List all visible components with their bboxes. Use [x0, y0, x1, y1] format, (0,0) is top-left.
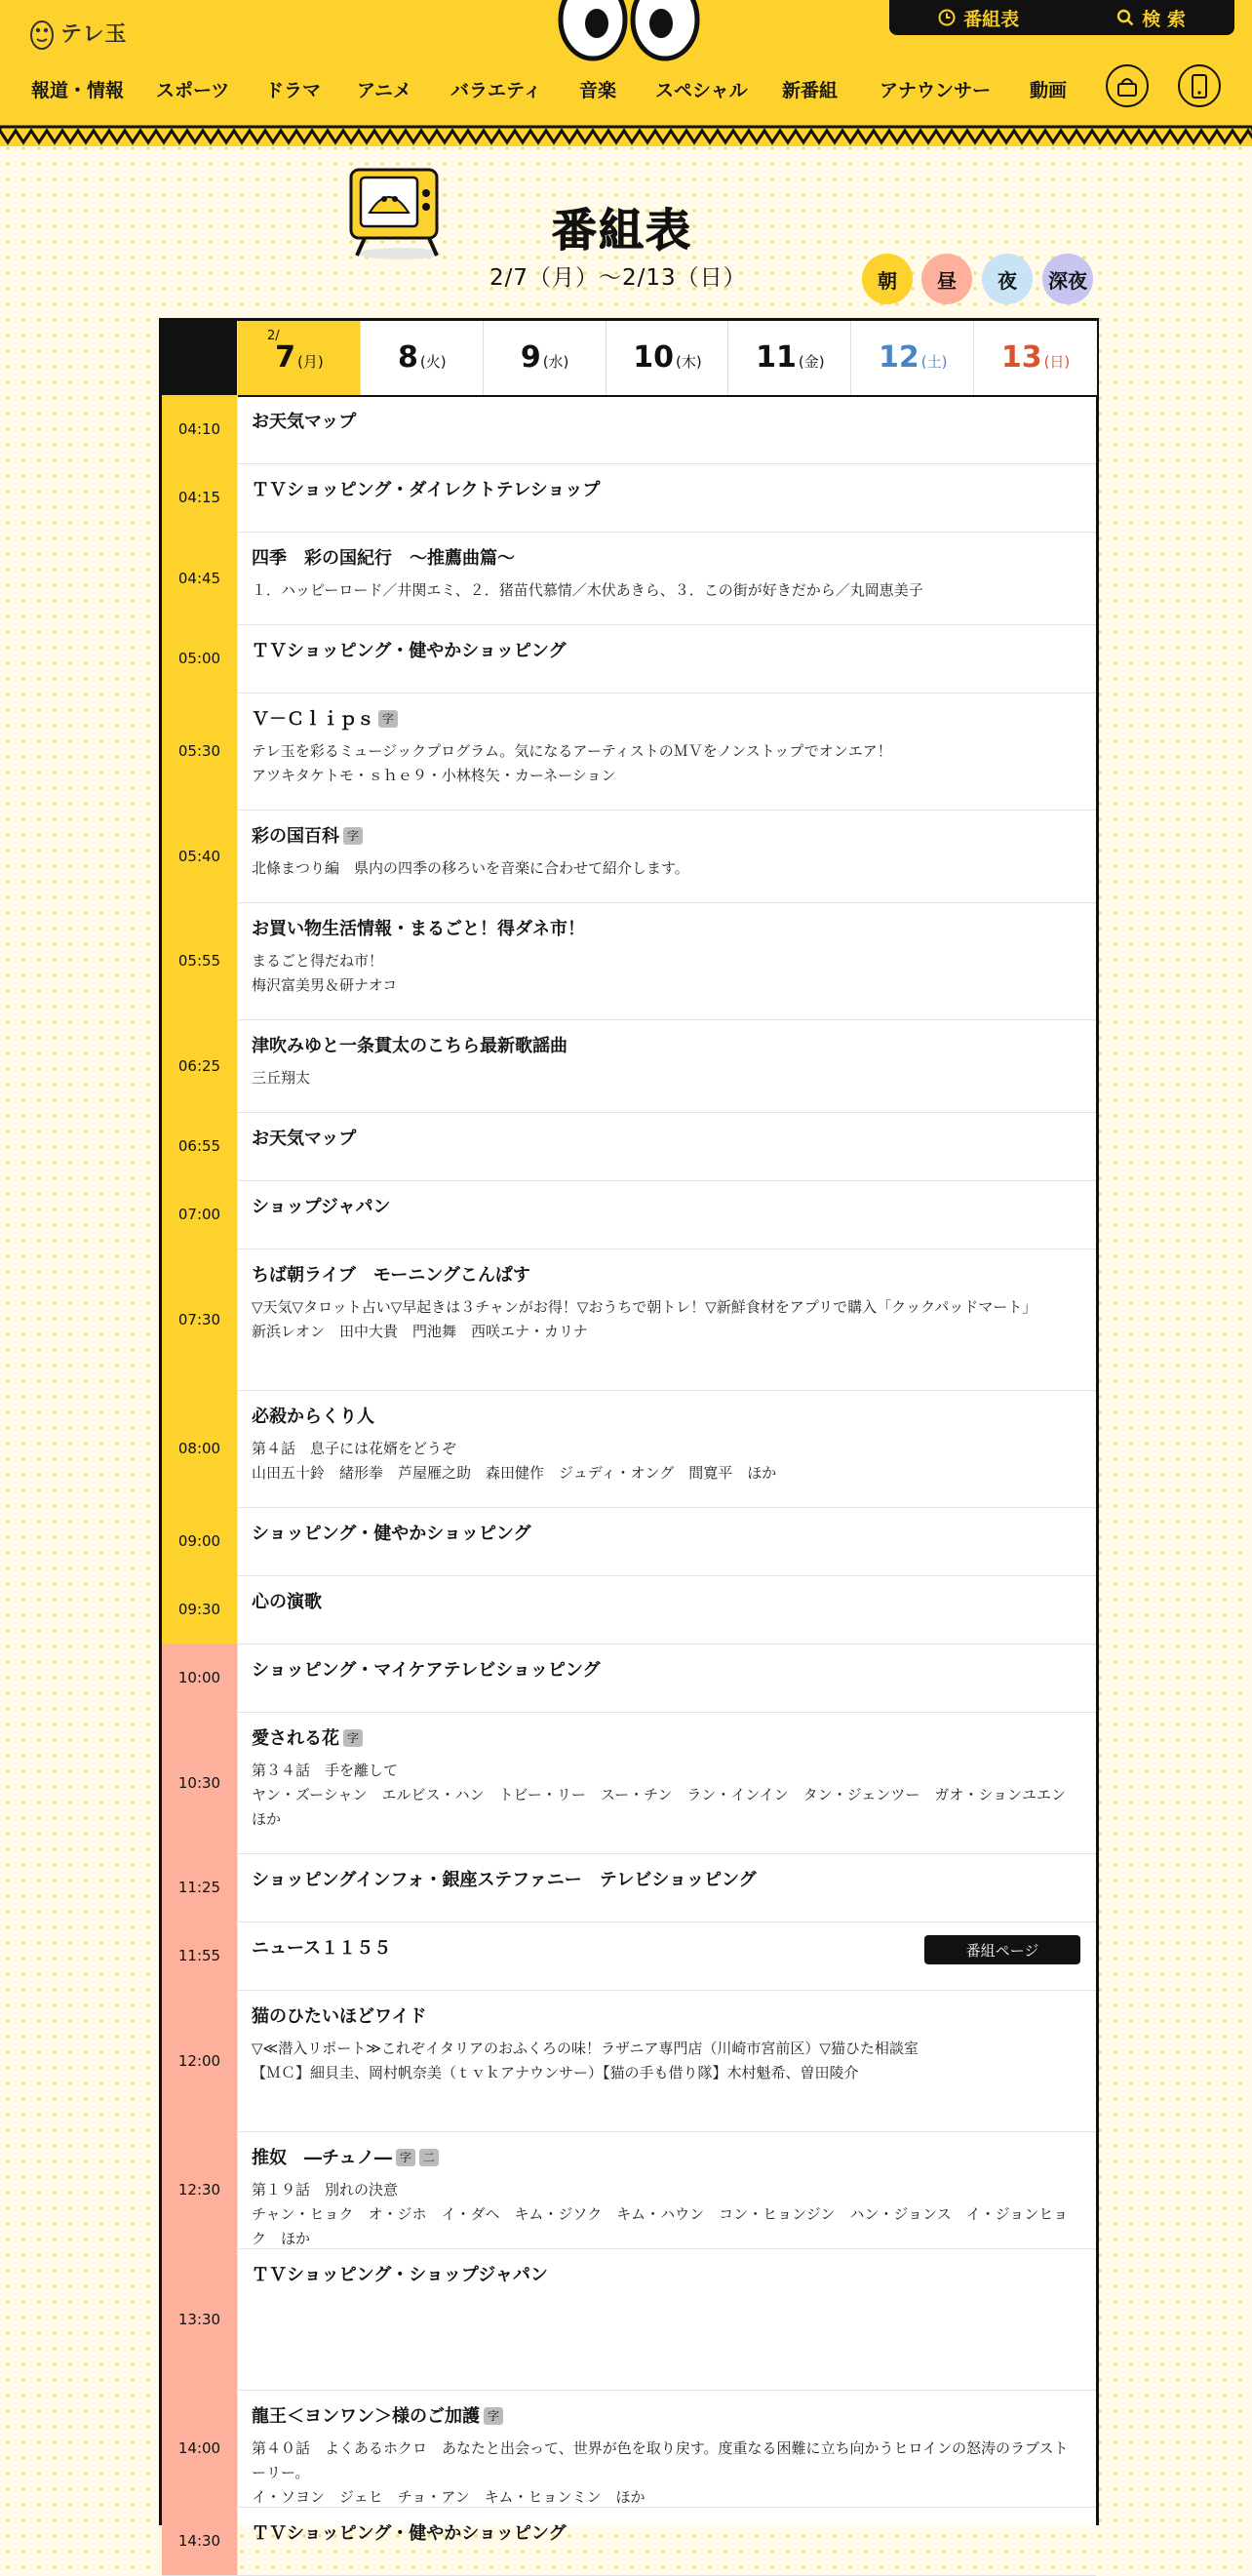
program-content — [252, 1591, 1078, 1614]
nav-video[interactable]: 動画 — [1030, 80, 1068, 101]
program-time: 05:40 — [162, 810, 238, 902]
date-range: 2/7（月）〜2/13（日） — [489, 265, 747, 291]
program-title: 猫のひたいほどワイド — [252, 2006, 427, 2027]
day-tab[interactable] — [237, 321, 361, 395]
program-title: 津吹みゆと一条貫太のこちら最新歌謡曲 — [252, 1036, 567, 1056]
program-row — [162, 2248, 1096, 2391]
program-row — [162, 2131, 1096, 2249]
program-title-line[interactable] — [252, 825, 1078, 849]
program-content — [252, 2005, 1078, 2085]
day-tab[interactable] — [973, 321, 1097, 395]
program-row — [162, 1507, 1096, 1576]
day-tabs — [162, 321, 1096, 397]
program-description-line: まるごと得だね市！ — [252, 952, 384, 970]
site-header — [0, 0, 1252, 146]
program-content — [252, 1406, 1078, 1486]
program-time: 04:10 — [162, 395, 238, 463]
program-time: 06:55 — [162, 1112, 238, 1180]
program-description — [252, 578, 1078, 603]
program-time: 05:30 — [162, 693, 238, 810]
day-label — [728, 340, 851, 375]
clock-icon — [938, 9, 956, 26]
program-row — [162, 902, 1096, 1020]
program-title-line[interactable] — [252, 708, 1078, 732]
program-row — [162, 1180, 1096, 1249]
teletama-shop-badge-icon[interactable] — [1106, 64, 1149, 107]
program-description-line: テレ玉を彩るミュージックプログラム。気になるアーティストのＭＶをノンストップでオンエア！ — [252, 742, 892, 760]
nav-new-programs[interactable]: 新番組 — [782, 80, 839, 101]
program-time: 12:30 — [162, 2131, 238, 2248]
day-number: 8 — [397, 340, 418, 375]
program-time: 11:25 — [162, 1853, 238, 1922]
program-title-line[interactable] — [252, 918, 1078, 941]
program-description-line: 第１９話 別れの決意 — [252, 2181, 399, 2199]
program-title-line[interactable] — [252, 479, 1078, 502]
program-description-line: 梅沢富美男＆研ナオコ — [252, 976, 398, 994]
program-title: 四季 彩の国紀行 ～推薦曲篇～ — [252, 548, 515, 569]
program-title-line[interactable] — [252, 1523, 1078, 1546]
program-title: ショッピングインフォ・銀座ステファニー テレビショッピング — [252, 1870, 757, 1890]
tv-mascot-icon — [343, 164, 450, 261]
day-weekday: (水) — [542, 353, 569, 371]
program-title-line[interactable] — [252, 1591, 1078, 1614]
program-title: 彩の国百科 — [252, 826, 339, 847]
program-title: お天気マップ — [252, 412, 357, 432]
program-tag: 字 — [484, 2407, 503, 2425]
program-title: ＴＶショッピング・ショップジャパン — [252, 2265, 548, 2285]
program-title-line[interactable] — [252, 1869, 1078, 1892]
day-weekday: (日) — [1043, 353, 1071, 371]
program-time: 05:00 — [162, 624, 238, 693]
program-content — [252, 1128, 1078, 1151]
day-label — [238, 340, 361, 375]
program-row — [162, 1390, 1096, 1508]
program-tag: 字 — [343, 827, 363, 845]
day-number: 9 — [520, 340, 541, 375]
logo-text: テレ玉 — [60, 21, 128, 47]
main-nav — [0, 70, 1252, 109]
program-description-line: 新浜レオン 田中大貴 門池舞 西咲エナ・カリナ — [252, 1323, 588, 1340]
program-content — [252, 1727, 1081, 1832]
program-description — [252, 2178, 1078, 2251]
program-content — [252, 2264, 1078, 2287]
day-label — [974, 340, 1097, 375]
day-tab[interactable] — [606, 321, 729, 395]
program-title: ＴＶショッピング・健やかショッピング — [252, 2523, 567, 2544]
program-time: 10:00 — [162, 1644, 238, 1712]
day-number: 12 — [878, 340, 919, 375]
program-title: 必殺からくり人 — [252, 1407, 374, 1427]
nav-news[interactable]: 報道・情報 — [31, 80, 125, 101]
program-title-line[interactable] — [252, 547, 1078, 571]
day-tab[interactable] — [483, 321, 606, 395]
search-link[interactable] — [1116, 5, 1186, 31]
program-description-line: 第３４話 手を離して — [252, 1762, 399, 1779]
program-row — [162, 693, 1096, 811]
program-content — [252, 2405, 1078, 2510]
program-title-line[interactable] — [252, 1196, 1078, 1219]
nav-drama[interactable]: ドラマ — [265, 80, 322, 101]
program-time: 05:55 — [162, 902, 238, 1019]
program-description — [252, 1295, 1078, 1344]
day-label — [851, 340, 974, 375]
program-time: 10:30 — [162, 1712, 238, 1853]
program-title-line[interactable] — [252, 640, 1078, 663]
program-description — [252, 739, 1078, 788]
program-title-line[interactable] — [252, 2264, 1078, 2287]
search-link-label: 検 索 — [1142, 8, 1186, 30]
program-content — [252, 1196, 1078, 1219]
program-title: ニュース１１５５ — [252, 1938, 392, 1959]
program-description — [252, 1066, 1078, 1090]
program-content — [252, 411, 1078, 434]
program-schedule — [159, 318, 1099, 2550]
program-tag: 字 — [343, 1729, 363, 1747]
program-content — [252, 918, 1078, 998]
program-time: 04:45 — [162, 532, 238, 624]
program-description-line: １．ハッピーロード／井関エミ、２．猪苗代慕情／木伏あきら、３．この街が好きだから／丸岡恵美子 — [252, 581, 923, 599]
period-noon-button[interactable]: 昼 — [921, 254, 972, 304]
program-title: ショップジャパン — [252, 1197, 391, 1217]
program-row — [162, 1922, 1096, 1991]
program-time: 07:00 — [162, 1180, 238, 1248]
page-title: 番組表 — [552, 204, 692, 257]
program-row — [162, 532, 1096, 625]
header-zigzag-edge — [0, 127, 1252, 150]
nav-music[interactable]: 音楽 — [579, 80, 617, 101]
program-content — [252, 1035, 1078, 1090]
program-row — [162, 1112, 1096, 1181]
day-weekday: (土) — [920, 353, 948, 371]
nav-special[interactable]: スペシャル — [655, 80, 748, 101]
program-tag: 字 — [396, 2149, 415, 2166]
program-title-line[interactable] — [252, 2405, 1078, 2429]
program-content — [252, 547, 1078, 603]
program-title: お天気マップ — [252, 1129, 357, 1149]
program-title: ＴＶショッピング・ダイレクトテレショップ — [252, 480, 601, 500]
day-number: 10 — [633, 340, 674, 375]
program-content — [252, 2147, 1078, 2251]
program-row — [162, 1644, 1096, 1713]
program-content — [252, 2522, 1078, 2546]
program-content — [252, 708, 1078, 788]
program-title-line[interactable] — [252, 2522, 1078, 2546]
program-description — [252, 1759, 1081, 1832]
day-number: 11 — [756, 340, 797, 375]
program-description-line: 【ＭＣ】細貝圭、岡村帆奈美（ｔｖｋアナウンサー）【猫の手も借り隊】木村魁希、曽田陵介 — [252, 2064, 859, 2081]
program-row — [162, 463, 1096, 533]
mascot-logo-icon — [29, 14, 55, 51]
program-title: 愛される花 — [252, 1728, 339, 1749]
program-description-line: 三丘翔太 — [252, 1069, 311, 1087]
program-row — [162, 1853, 1096, 1922]
program-content — [252, 1264, 1078, 1344]
program-description-line: 北條まつり編 県内の四季の移ろいを音楽に合わせて紹介します。 — [252, 859, 689, 877]
program-title-line[interactable] — [252, 2147, 1078, 2170]
program-row — [162, 810, 1096, 903]
program-row — [162, 1575, 1096, 1645]
day-label — [606, 340, 729, 375]
day-weekday: (金) — [798, 353, 825, 371]
program-row — [162, 2507, 1096, 2576]
program-time: 09:00 — [162, 1507, 238, 1575]
program-time: 12:00 — [162, 1990, 238, 2131]
schedule-link[interactable] — [938, 5, 1019, 31]
program-tag: 二 — [419, 2149, 439, 2166]
program-title: ＴＶショッピング・健やかショッピング — [252, 641, 567, 661]
program-title-line[interactable] — [252, 411, 1078, 434]
program-content — [252, 1523, 1078, 1546]
program-title: ショッピング・マイケアテレビショッピング — [252, 1660, 601, 1681]
day-tab[interactable] — [850, 321, 974, 395]
program-description — [252, 1437, 1078, 1486]
mascot-eyes-icon — [556, 0, 702, 62]
program-row — [162, 395, 1096, 464]
program-row — [162, 1019, 1096, 1113]
day-tab[interactable] — [360, 321, 484, 395]
program-title-line[interactable] — [252, 1128, 1078, 1151]
program-time: 04:15 — [162, 463, 238, 532]
day-number: 7 — [275, 340, 295, 375]
program-content — [252, 1659, 1078, 1683]
nav-sports[interactable]: スポーツ — [156, 80, 230, 101]
program-title-line[interactable] — [252, 2005, 1078, 2029]
day-weekday: (木) — [676, 353, 702, 371]
program-row — [162, 624, 1096, 694]
nav-anime[interactable]: アニメ — [357, 80, 412, 101]
period-morning-button[interactable]: 朝 — [862, 254, 913, 304]
program-description-line: 第４話 息子には花婿をどうぞ — [252, 1440, 457, 1457]
schedule-link-label: 番組表 — [963, 8, 1020, 30]
program-title: 龍王＜ヨンワン＞様のご加護 — [252, 2406, 480, 2427]
program-time: 06:25 — [162, 1019, 238, 1112]
day-label — [484, 340, 606, 375]
program-content — [252, 640, 1078, 663]
day-tab[interactable] — [727, 321, 851, 395]
program-time: 14:00 — [162, 2390, 238, 2507]
program-time: 09:30 — [162, 1575, 238, 1644]
program-content — [252, 1869, 1078, 1892]
program-title: Ｖ－Ｃｌｉｐｓ — [252, 709, 374, 730]
program-title: ちば朝ライブ モーニングこんぱす — [252, 1265, 530, 1286]
program-content — [252, 479, 1078, 502]
program-title: 推奴 ―チュノ― — [252, 2148, 392, 2168]
program-time: 11:55 — [162, 1922, 238, 1990]
program-title-line[interactable] — [252, 1727, 1078, 1751]
program-page-button[interactable]: 番組ページ — [924, 1935, 1080, 1964]
program-title-line[interactable] — [252, 1035, 1078, 1058]
program-description-line: 第４０話 よくあるホクロ あなたと出会って、世界が色を取り戻す。度重なる困難に立ち向かうヒロインの怒涛のラブストーリー。 — [252, 2439, 1069, 2481]
program-description — [252, 949, 1078, 998]
day-month: 2/ — [267, 329, 280, 343]
nav-announcer[interactable]: アナウンサー — [880, 80, 992, 101]
nav-variety[interactable]: バラエティ — [450, 80, 542, 101]
program-title: 心の演歌 — [252, 1592, 322, 1612]
top-links — [889, 0, 1234, 35]
program-description — [252, 2037, 1078, 2085]
program-description-line: 山田五十鈴 緒形拳 芦屋雁之助 森田健作 ジュディ・オング 間寛平 ほか — [252, 1464, 777, 1482]
program-title-line[interactable] — [252, 1659, 1078, 1683]
program-title: お買い物生活情報・まるごと！得ダネ市！ — [252, 919, 585, 939]
program-time: 14:30 — [162, 2507, 238, 2575]
program-row — [162, 1712, 1096, 1854]
program-description — [252, 2437, 1078, 2510]
day-weekday: (火) — [419, 353, 447, 371]
program-title-line[interactable] — [252, 1406, 1078, 1429]
day-weekday: (月) — [297, 353, 324, 371]
program-time: 08:00 — [162, 1390, 238, 1507]
program-description-line: イ・ソヨン ジェヒ チョ・アン キム・ヒョンミン ほか — [252, 2488, 646, 2506]
program-content — [252, 825, 1078, 881]
period-night-button[interactable]: 夜 — [982, 254, 1033, 304]
day-label — [361, 340, 484, 375]
program-description-line: ▽天気▽タロット占い▽早起きは３チャンがお得！▽おうちで朝トレ！▽新鮮食材をアプリで購入「クックパッドマート」 — [252, 1298, 1037, 1316]
program-tag: 字 — [378, 710, 398, 728]
program-description-line: チャン・ヒョク オ・ジホ イ・ダヘ キム・ジソク キム・ハウン コン・ヒョンジン ハン・ジョンス イ・ジョンヒョク ほか — [252, 2205, 1069, 2247]
program-row — [162, 2390, 1096, 2508]
period-late-night-button[interactable]: 深夜 — [1042, 254, 1093, 304]
program-description-line: アツキタケトモ・ｓｈｅ９・小林柊矢・カーネーション — [252, 767, 616, 784]
program-row — [162, 1248, 1096, 1391]
program-row — [162, 1990, 1096, 2132]
program-title-line[interactable] — [252, 1264, 1078, 1288]
program-description-line: ヤン・ズーシャン エルビス・ハン トビー・リー スー・チン ラン・インイン タン・ジェンツー ガオ・ションユエン ほか — [252, 1786, 1081, 1828]
site-logo[interactable] — [29, 14, 128, 51]
program-title: ショッピング・健やかショッピング — [252, 1524, 531, 1544]
day-number: 13 — [1000, 340, 1042, 375]
program-description-line: ▽≪潜入リポート≫これぞイタリアのおふくろの味！ラザニア専門店（川崎市宮前区）▽猫ひた相談室 — [252, 2040, 919, 2057]
teletama-app-badge-icon[interactable] — [1178, 64, 1221, 107]
search-icon — [1116, 9, 1134, 26]
program-time: 13:30 — [162, 2248, 238, 2390]
program-time: 07:30 — [162, 1248, 238, 1390]
day-tabs-corner — [162, 321, 237, 395]
program-description — [252, 856, 1078, 881]
